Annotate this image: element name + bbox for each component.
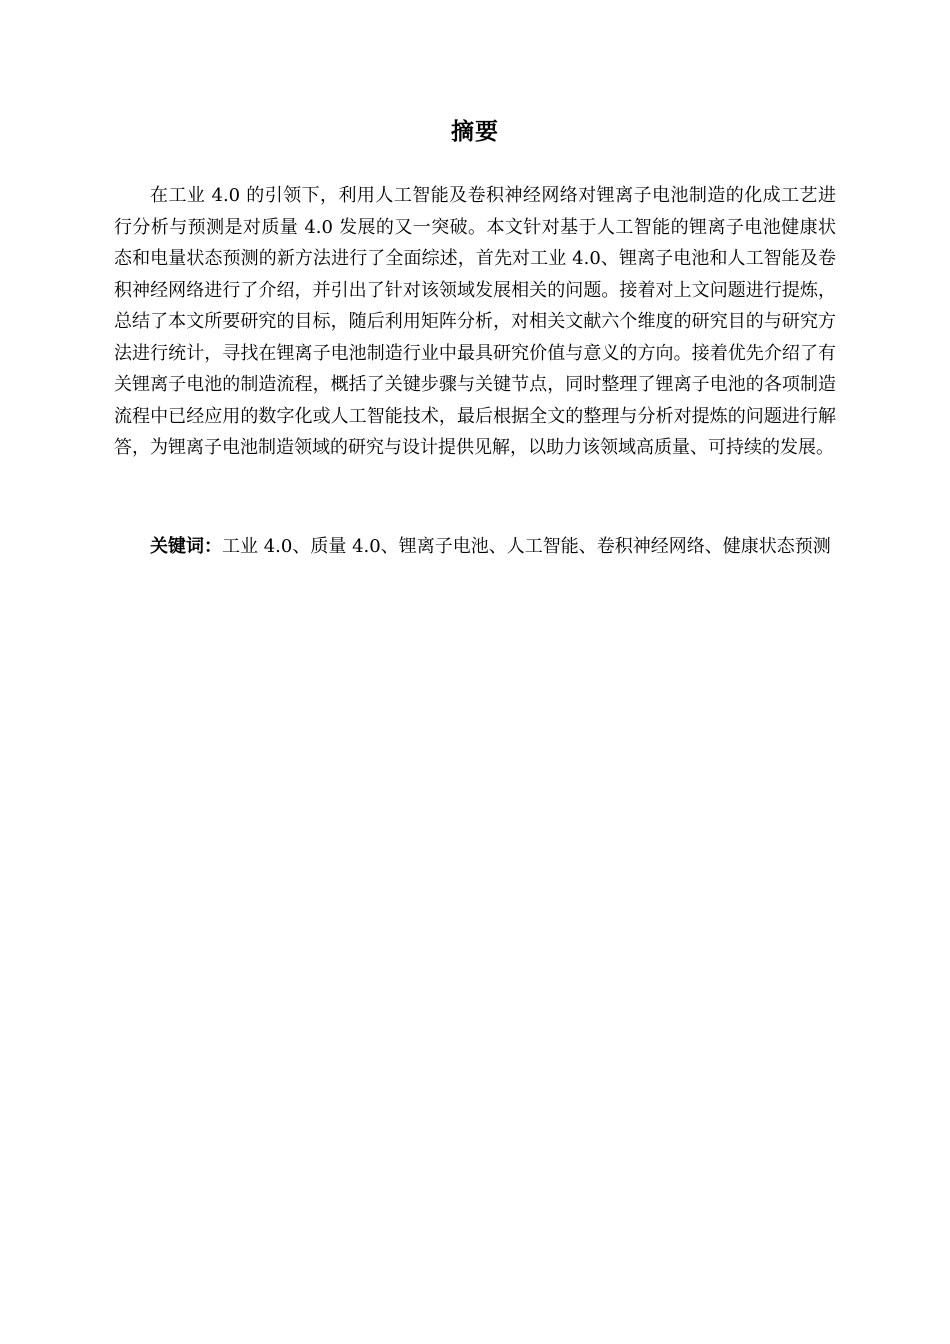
abstract-title: 摘要 [451, 119, 499, 145]
keywords-list: 工业 4.0、质量 4.0、锂离子电池、人工智能、卷积神经网络、健康状态预测 [222, 536, 831, 557]
keywords-line [114, 531, 836, 563]
abstract-paragraph: 在工业 4.0 的引领下，利用人工智能及卷积神经网络对锂离子电池制造的化成工艺进行分析与预测是对质量 4.0 发展的又一突破。本文针对基于人工智能的锂离子电池健康状态和电量状态预测的新方法进行了全面综述，首先对工业 4.0、锂离子电池和人工智能及卷积神经网络进行了介绍，并引出了针对该领域发展相关的问题。接着对上文问题进行提炼，总结了本文所要研究的目标，随后利用矩阵分析，对相关文献六个维度的研究目的与研究方法进行统计，寻找在锂离子电池制造行业中最具研究价值与意义的方向。接着优先介绍了有关锂离子电池的制造流程，概括了关键步骤与关键节点，同时整理了锂离子电池的各项制造流程中已经应用的数字化或人工智能技术，最后根据全文的整理与分析对提炼的问题进行解答，为锂离子电池制造领域的研究与设计提供见解，以助力该领域高质量、可持续的发展。 [114, 185, 836, 458]
keywords-label: 关键词： [150, 536, 222, 557]
